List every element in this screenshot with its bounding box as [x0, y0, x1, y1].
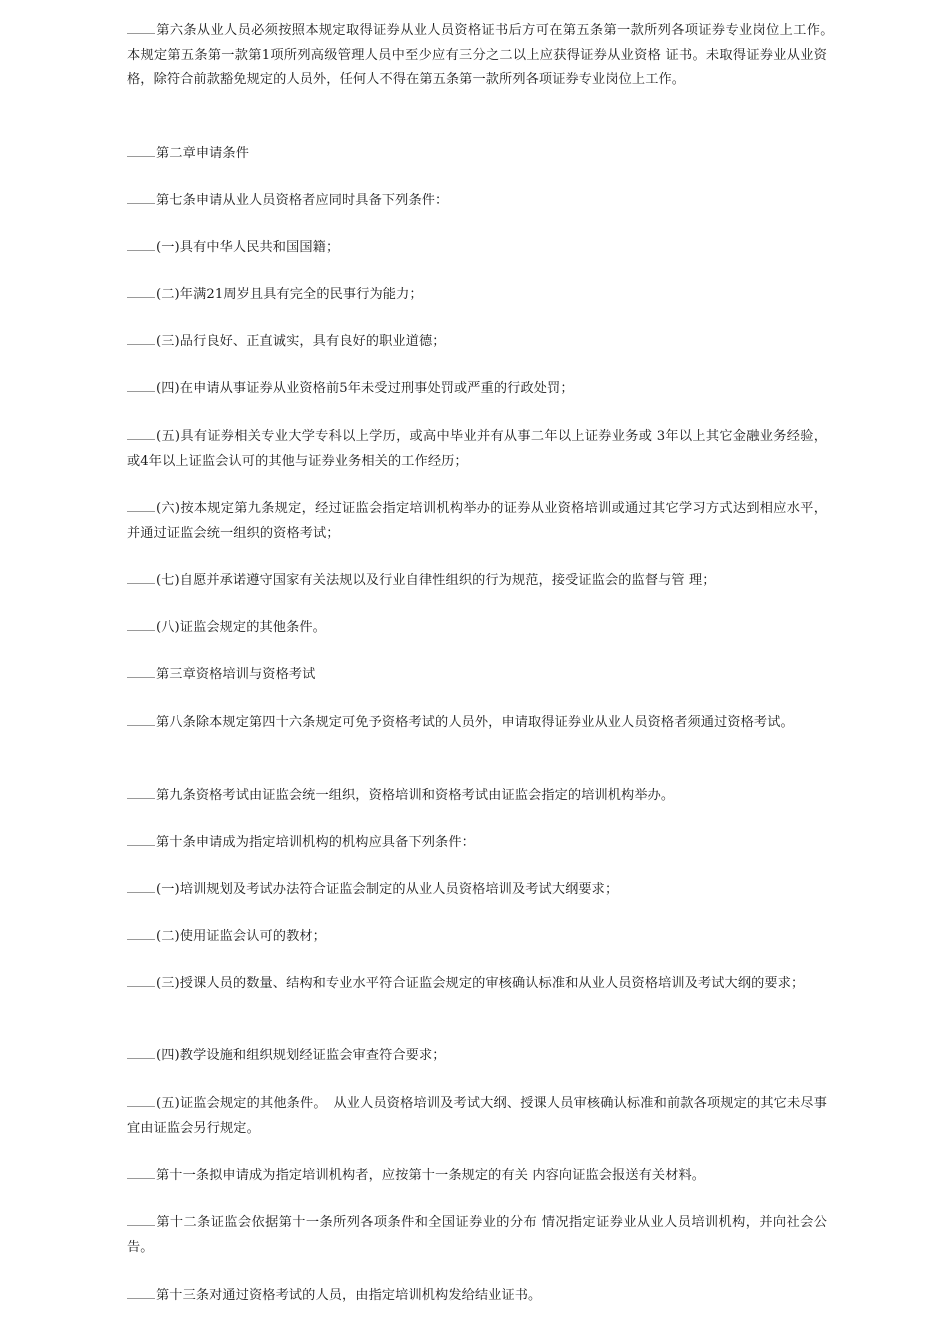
- indent-line: [127, 882, 155, 893]
- indent-line: [127, 573, 155, 584]
- condition-item-3: (三)品行良好、正直诚实，具有良好的职业道德；: [127, 330, 827, 355]
- article-7-paragraph: 第七条申请从业人员资格者应同时具备下列条件：: [127, 189, 827, 214]
- article-8-paragraph: 第八条除本规定第四十六条规定可免予资格考试的人员外，申请取得证券业从业人员资格者须通过资格考试。: [127, 711, 827, 736]
- condition-item-1: (一)具有中华人民共和国国籍；: [127, 236, 827, 261]
- indent-line: [127, 1288, 155, 1299]
- training-condition-1: (一)培训规划及考试办法符合证监会制定的从业人员资格培训及考试大纲要求；: [127, 878, 827, 903]
- chapter-3-heading: 第三章资格培训与资格考试: [127, 663, 827, 688]
- indent-line: [127, 240, 155, 251]
- training-condition-2: (二)使用证监会认可的教材；: [127, 925, 827, 950]
- indent-line: [127, 429, 155, 440]
- article-9-paragraph: 第九条资格考试由证监会统一组织，资格培训和资格考试由证监会指定的培训机构举办。: [127, 784, 827, 809]
- indent-line: [127, 788, 155, 799]
- condition-item-7: (七)自愿并承诺遵守国家有关法规以及行业自律性组织的行为规范，接受证监会的监督与管 理；: [127, 569, 827, 594]
- indent-line: [127, 1048, 155, 1059]
- indent-line: [127, 193, 155, 204]
- article-12-paragraph: 第十二条证监会依据第十一条所列各项条件和全国证券业的分布 情况指定证券业从业人员培训机构，并向社会公告。: [127, 1215, 827, 1255]
- chapter-2-heading: 第二章申请条件: [127, 142, 827, 167]
- training-condition-3: (三)授课人员的数量、结构和专业水平符合证监会规定的审核确认标准和从业人员资格培训及考试大纲的要求；: [127, 972, 827, 997]
- indent-line: [127, 1096, 155, 1107]
- indent-line: [127, 1168, 155, 1179]
- indent-line: [127, 23, 155, 34]
- condition-item-5: (五)具有证券相关专业大学专科以上学历，或高中毕业并有从事二年以上证券业务或 3年以上其它金融业务经验，或4年以上证监会认可的其他与证券业务相关的工作经历；: [127, 429, 827, 469]
- indent-line: [127, 287, 155, 298]
- training-condition-5: (五)证监会规定的其他条件。 从业人员资格培训及考试大纲、授课人员审核确认标准和前款各项规定的其它未尽事宜由证监会另行规定。: [127, 1096, 827, 1136]
- article-10-paragraph: 第十条申请成为指定培训机构的机构应具备下列条件：: [127, 831, 827, 856]
- indent-line: [127, 929, 155, 940]
- indent-line: [127, 835, 155, 846]
- indent-line: [127, 1215, 155, 1226]
- condition-item-8: (八)证监会规定的其他条件。: [127, 616, 827, 641]
- condition-item-4: (四)在申请从事证券从业资格前5年未受过刑事处罚或严重的行政处罚；: [127, 377, 827, 402]
- training-condition-4: (四)教学设施和组织规划经证监会审查符合要求；: [127, 1044, 827, 1069]
- indent-line: [127, 976, 155, 987]
- indent-line: [127, 667, 155, 678]
- article-6-paragraph: 第六条从业人员必须按照本规定取得证券从业人员资格证书后方可在第五条第一款所列各项证券专业岗位上工作。 本规定第五条第一款第1项所列高级管理人员中至少应有三分之二以上应获得证券从业资格 证书。未取得证券业从业资格，除符合前款豁免规定的人员外，任何人不得在第五条第一款所列各项证券专业岗位上工作。: [127, 23, 841, 87]
- indent-line: [127, 381, 155, 392]
- indent-line: [127, 334, 155, 345]
- article-11-paragraph: 第十一条拟申请成为指定培训机构者，应按第十一条规定的有关 内容向证监会报送有关材料。: [127, 1164, 827, 1189]
- indent-line: [127, 146, 155, 157]
- article-13-paragraph: 第十三条对通过资格考试的人员，由指定培训机构发给结业证书。: [127, 1284, 827, 1309]
- condition-item-6: (六)按本规定第九条规定，经过证监会指定培训机构举办的证券从业资格培训或通过其它学习方式达到相应水平，并通过证监会统一组织的资格考试；: [127, 501, 827, 541]
- condition-item-2: (二)年满21周岁且具有完全的民事行为能力；: [127, 283, 827, 308]
- indent-line: [127, 715, 155, 726]
- indent-line: [127, 501, 155, 512]
- indent-line: [127, 620, 155, 631]
